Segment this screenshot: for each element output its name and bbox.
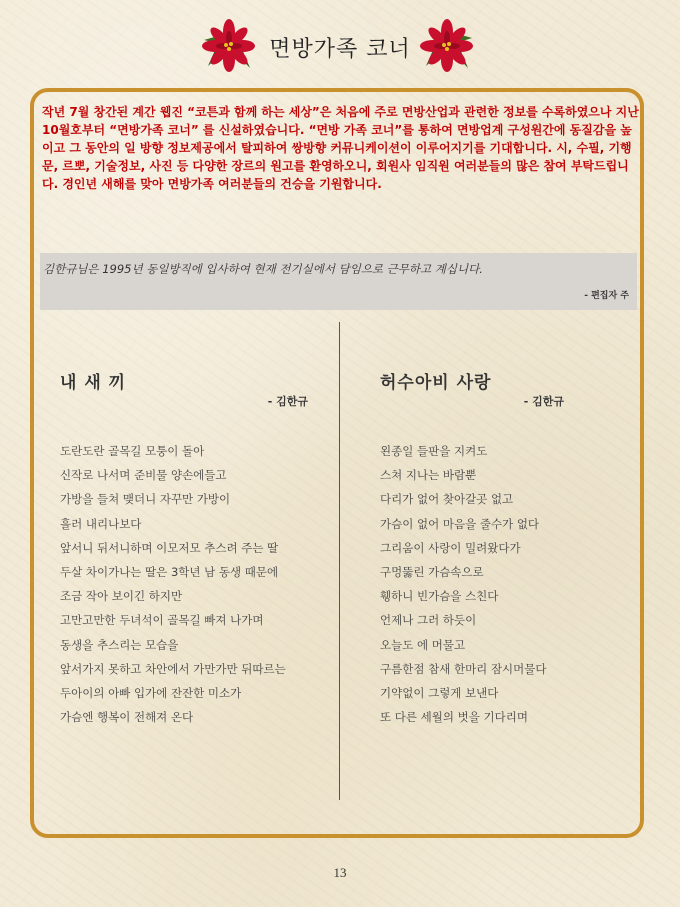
poem-line: 앞서가지 못하고 차안에서 가만가만 뒤따르는 [60,661,286,676]
poinsettia-flower-icon [420,18,474,74]
poem-line: 가슴엔 행복이 전해져 온다 [60,710,194,725]
poem-line: 또 다른 세월의 벗을 기다리며 [380,710,528,725]
poem-left [60,368,330,729]
poem-line: 고만고만한 두녀석이 골목길 빠져 나가며 [60,613,264,628]
page-number: 13 [333,865,347,880]
poem-line: 언제나 그러 하듯이 [380,613,477,628]
poem-line: 다리가 없어 찾아갈곳 없고 [380,492,514,507]
poem-line: 가슴이 없어 마음을 줄수가 없다 [380,516,540,531]
poem-author: - 김한규 [523,395,564,408]
poem-line: 가방을 들쳐 맺더니 자꾸만 가방이 [60,492,231,507]
poem-line: 흘러 내리나보다 [60,516,142,531]
editor-note-box [40,253,637,310]
poem-line: 두살 차이가나는 딸은 3학년 남 동생 때문에 [60,564,279,579]
poem-line: 도란도란 골목길 모퉁이 돌아 [60,444,205,458]
intro-paragraph: 작년 7월 창간된 계간 웹진 “코튼과 함께 하는 세상”은 처음에 주로 면방산업과 관련한 정보를 수록하였으나 지난 10월호부터 “면방가족 코너” 를 신설하였습니다. “면방 가족 코너”를 통하여 면방업계 구성원간에 동질감을 높이고 그 동안의 일 방향 정보제공에서 탈피하여 쌍방향 커뮤니케이션이 이루어지기를 기대합니다. 시, 수필, 기행문, 르뽀, 기술정보, 사진 등 다양한 장르의 원고를 환영하오니, 회원사 임직원 여러분들의 많은 참여 부탁드립니다. 경인년 새해를 맞아 면방가족 여러분들의 건승을 기원합니다. [42,105,639,191]
poem-title: 내 새 끼 [60,373,127,393]
poem-line: 조금 작아 보이긴 하지만 [60,589,183,604]
column-divider [339,322,340,800]
poem-right [380,368,630,729]
poem-lines [380,439,630,729]
poem-line: 앞서니 뒤서니하며 이모저모 추스려 주는 딸 [60,540,279,555]
page-title: 면방가족 코너 [269,37,411,62]
editor-note-signature: - 편집자 주 [584,291,629,301]
poem-lines [60,439,330,729]
poem-line: 휑하니 빈가슴을 스친다 [380,589,499,604]
poem-line: 왼종일 들판을 지켜도 [380,444,488,458]
poem-line: 스쳐 지나는 바람뿐 [380,468,477,483]
poem-line: 구름한점 참새 한마리 잠시머물다 [380,661,547,676]
poem-title: 허수아비 사랑 [380,373,492,393]
page-header [0,18,680,78]
poem-line: 동생을 추스리는 모습을 [60,637,179,652]
poem-line: 신작로 나서며 준비물 양손에들고 [60,468,227,483]
poem-line: 구멍뚫린 가슴속으로 [380,564,484,579]
poem-line: 오늘도 에 머물고 [380,637,466,652]
poem-line: 기약없이 그렇게 보낸다 [380,685,499,700]
editor-note-text: 김한규님은 1995년 동일방직에 입사하여 현재 전기실에서 담임으로 근무하고 계십니다. [43,262,483,276]
poem-line: 그리움이 사랑이 밀려왔다가 [380,540,521,555]
poem-author: - 김한규 [267,395,308,408]
poem-line: 두아이의 아빠 입가에 잔잔한 미소가 [60,685,242,700]
